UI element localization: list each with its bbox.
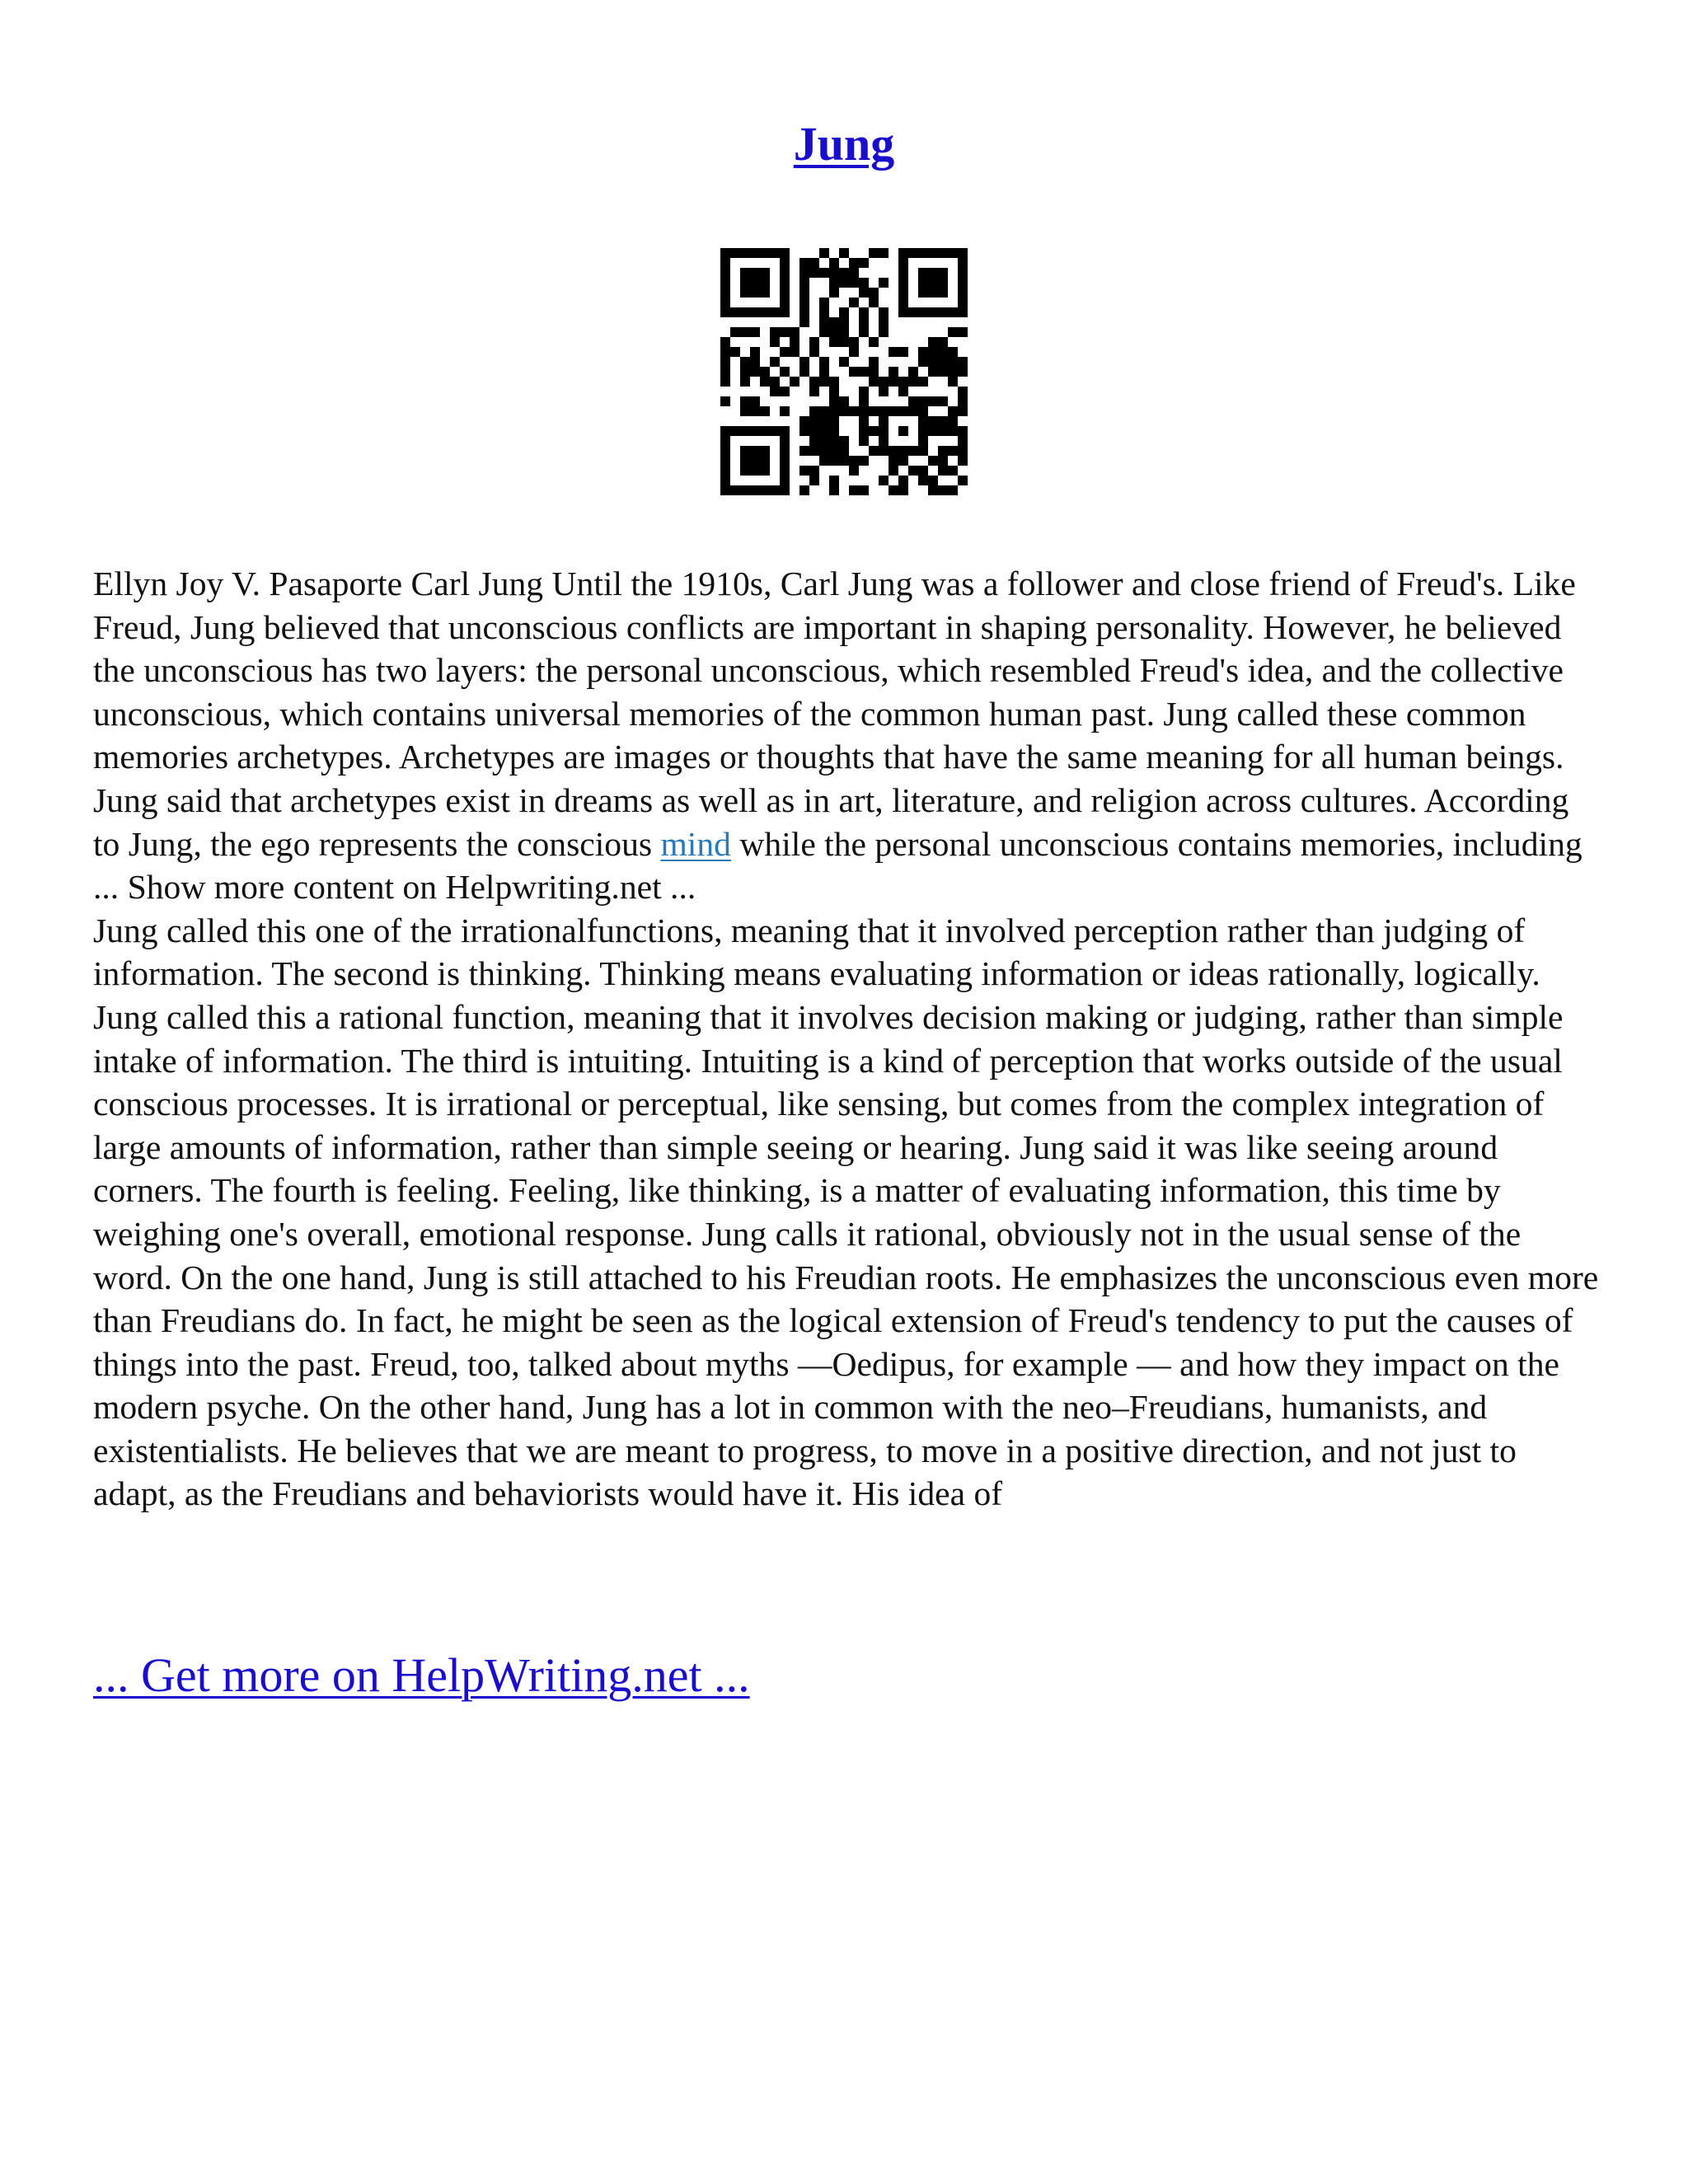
article-body: [93, 562, 1601, 1516]
paragraph-1-text-after: while the personal unconscious contains memories, including ... Show more content on Helpwriting.net ...: [93, 824, 1582, 907]
paragraph-1: [93, 562, 1601, 909]
paragraph-1-text-before: Ellyn Joy V. Pasaporte Carl Jung Until the 1910s, Carl Jung was a follower and close friend of Freud's. Like Freud, Jung believed that unconscious conflicts are important in shaping personality. However, he believed the unconscious has two layers: the personal unconscious, which resembled Freud's idea, and the collective unconscious, which contains universal memories of the common human past. Jung called these common memories archetypes. Archetypes are images or thoughts that have the same meaning for all human beings. Jung said that archetypes exist in dreams as well as in art, literature, and religion across cultures. According to Jung, the ego represents the conscious: [93, 565, 1576, 863]
get-more-link[interactable]: ... Get more on HelpWriting.net ...: [93, 1648, 750, 1702]
page-title: [0, 115, 1688, 173]
mind-link[interactable]: mind: [660, 824, 731, 863]
title-link[interactable]: Jung: [793, 117, 895, 171]
get-more-paragraph: [93, 1647, 750, 1704]
qr-code-image: [720, 248, 968, 495]
paragraph-2: Jung called this one of the irrationalfunctions, meaning that it involved perception rather than judging of information. The second is thinking. Thinking means evaluating information or ideas rationally, logically. Jung called this a rational function, meaning that it involves decision making or judging, rather than simple intake of information. The third is intuiting. Intuiting is a kind of perception that works outside of the usual conscious processes. It is irrational or perceptual, like sensing, but comes from the complex integration of large amounts of information, rather than simple seeing or hearing. Jung said it was like seeing around corners. The fourth is feeling. Feeling, like thinking, is a matter of evaluating information, this time by weighing one's overall, emotional response. Jung calls it rational, obviously not in the usual sense of the word. On the one hand, Jung is still attached to his Freudian roots. He emphasizes the unconscious even more than Freudians do. In fact, he might be seen as the logical extension of Freud's tendency to put the causes of things into the past. Freud, too, talked about myths —Oedipus, for example — and how they impact on the modern psyche. On the other hand, Jung has a lot in common with the neo–Freudians, humanists, and existentialists. He believes that we are meant to progress, to move in a positive direction, and not just to adapt, as the Freudians and behaviorists would have it. His idea of: [93, 911, 1599, 1513]
